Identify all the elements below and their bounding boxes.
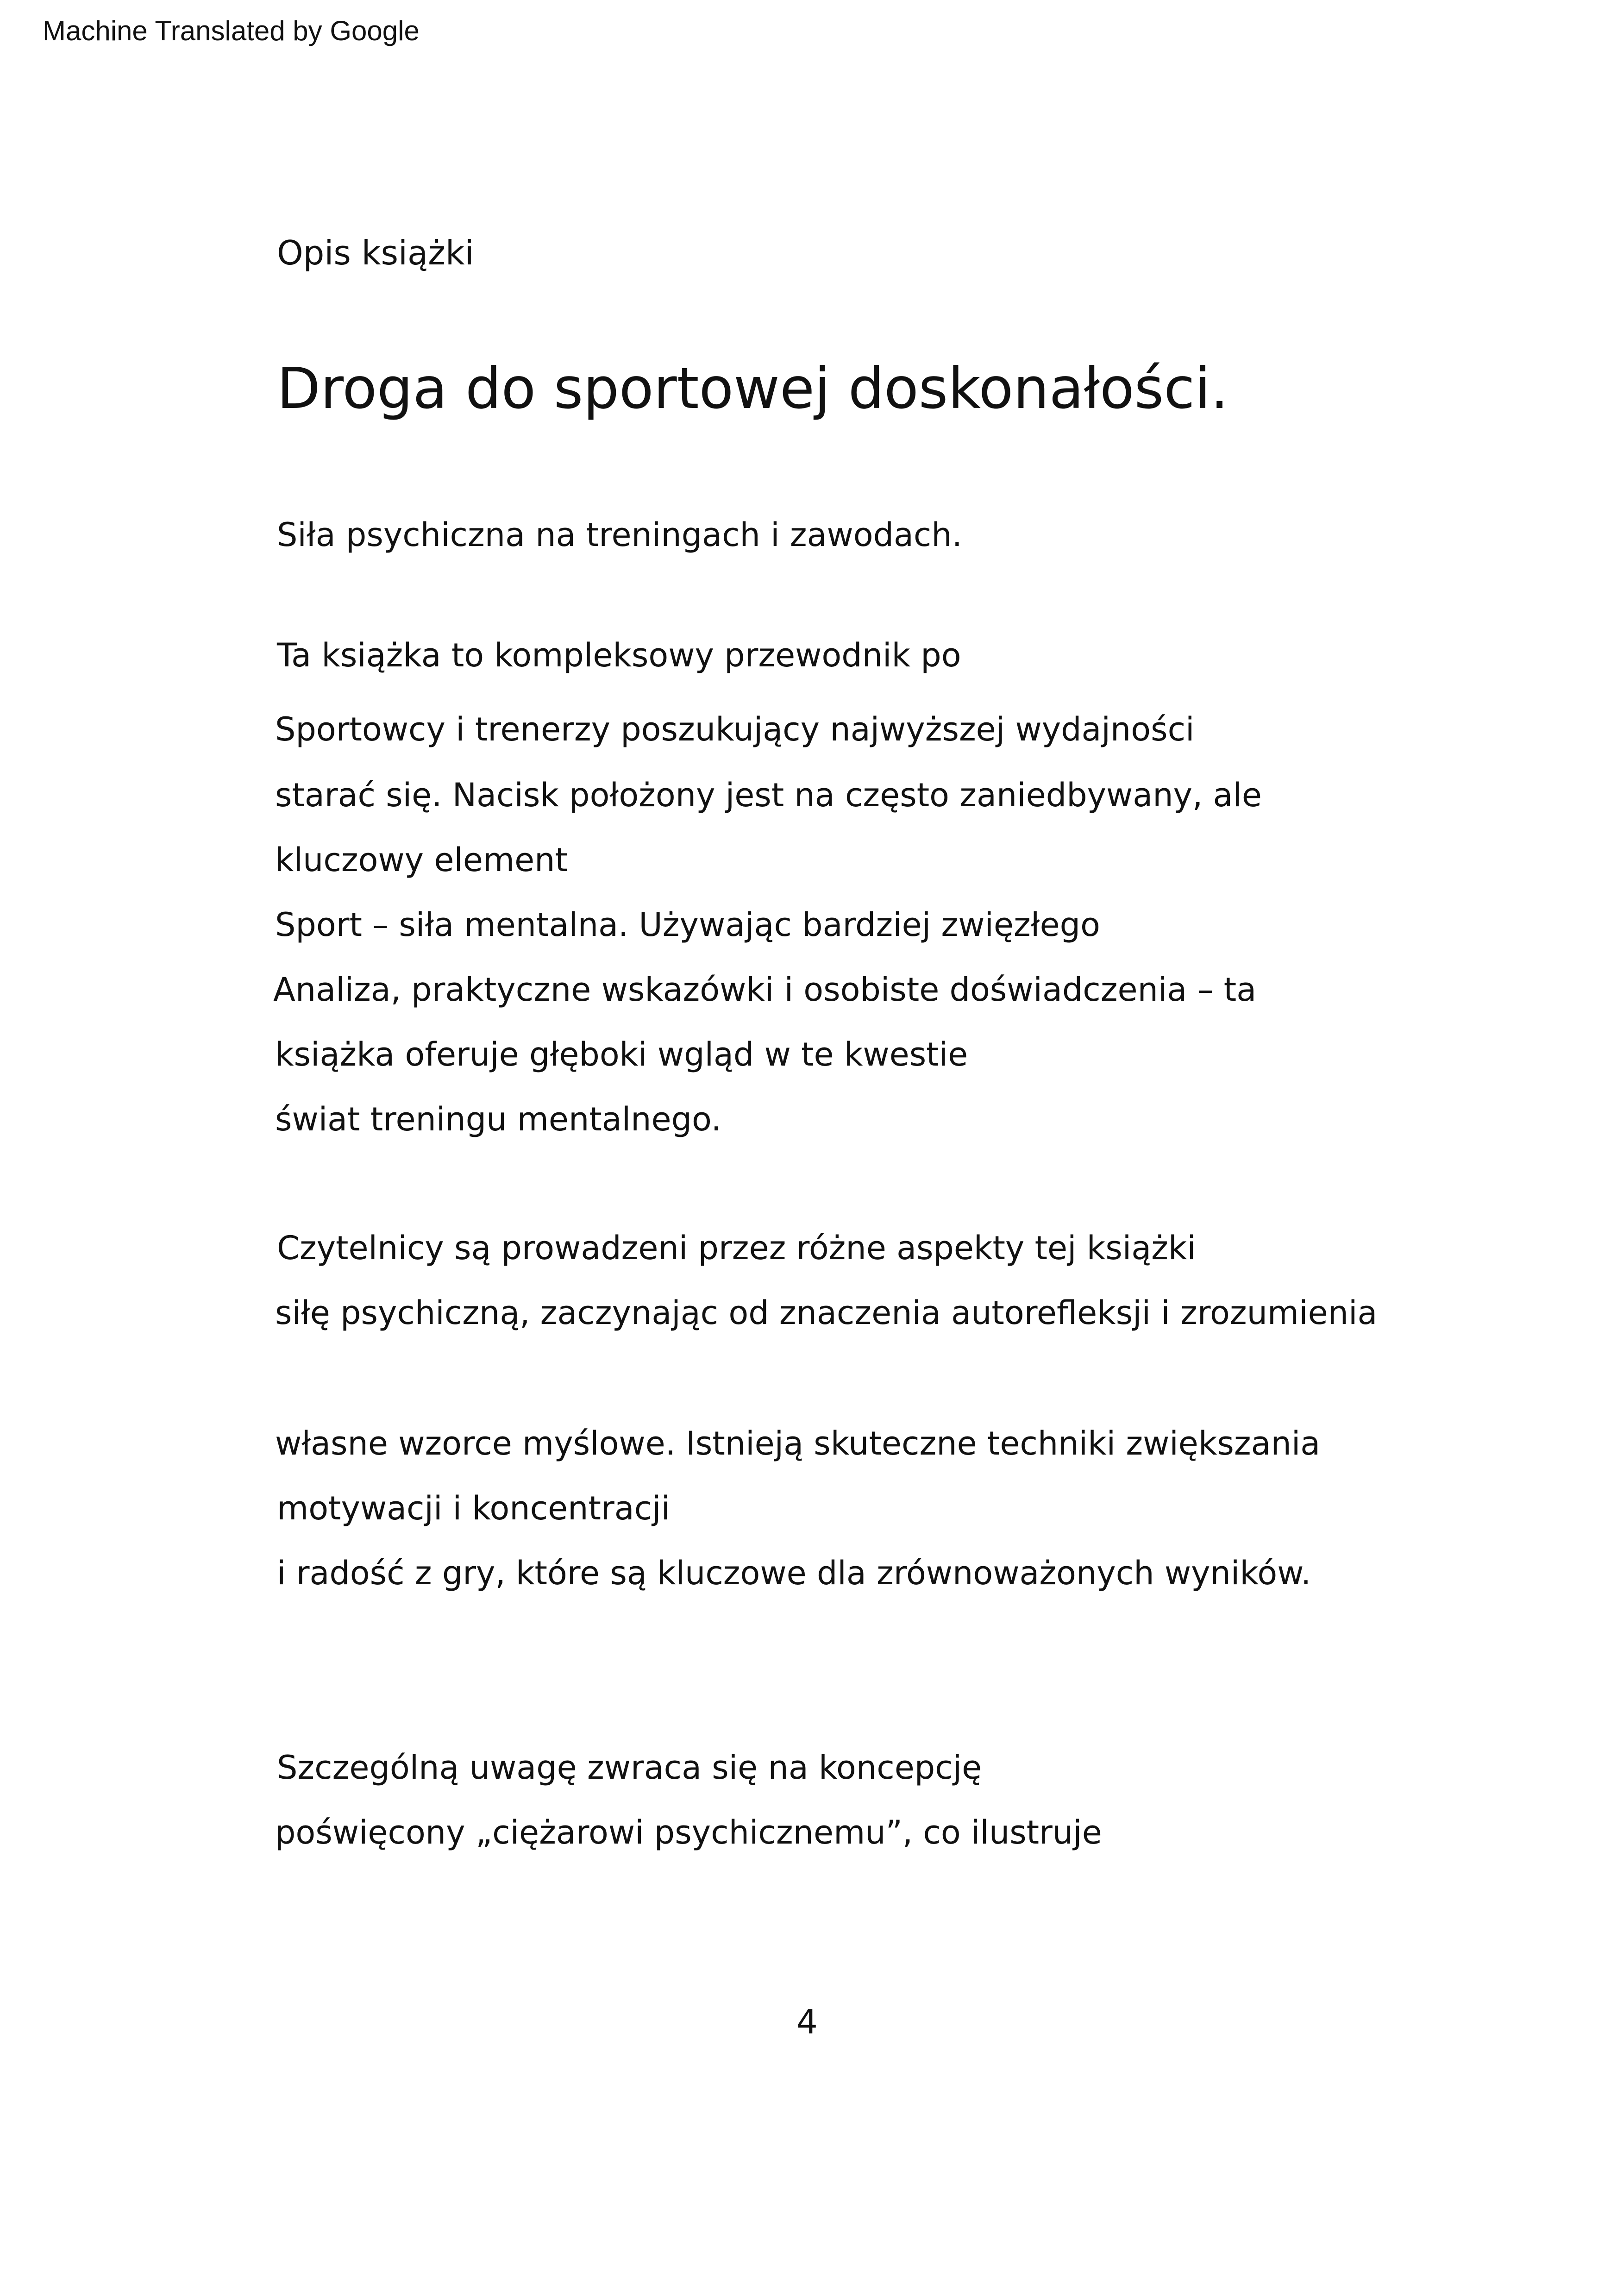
paragraph-4-line-1: Szczególną uwagę zwraca się na koncepcję (277, 1749, 982, 1787)
paragraph-1-line-6: Analiza, praktyczne wskazówki i osobiste doświadczenia – ta (273, 971, 1257, 1009)
paragraph-1-line-1: Ta książka to kompleksowy przewodnik po (277, 636, 961, 674)
paragraph-1-line-7: książka oferuje głęboki wgląd w te kwestie (275, 1035, 968, 1073)
subtitle: Siła psychiczna na treningach i zawodach. (277, 516, 963, 554)
paragraph-3-line-2: motywacji i koncentracji (277, 1489, 671, 1527)
paragraph-1-line-4: kluczowy element (275, 841, 568, 879)
section-label: Opis książki (277, 233, 474, 272)
paragraph-2-line-2: siłę psychiczną, zaczynając od znaczenia autorefleksji i zrozumienia (275, 1294, 1378, 1332)
paragraph-2-line-1: Czytelnicy są prowadzeni przez różne aspekty tej książki (277, 1229, 1196, 1267)
paragraph-4-line-2: poświęcony „ciężarowi psychicznemu”, co ilustruje (275, 1813, 1102, 1851)
paragraph-1-line-5: Sport – siła mentalna. Używając bardziej zwięzłego (275, 906, 1100, 944)
paragraph-3-line-1: własne wzorce myślowe. Istnieją skuteczne techniki zwiększania (275, 1424, 1321, 1462)
paragraph-1-line-2: Sportowcy i trenerzy poszukujący najwyższej wydajności (275, 710, 1195, 748)
paragraph-1-line-3: starać się. Nacisk położony jest na często zaniedbywany, ale (275, 776, 1262, 814)
page-number: 4 (796, 2002, 818, 2041)
paragraph-3-line-3: i radość z gry, które są kluczowe dla zrównoważonych wyników. (277, 1554, 1311, 1592)
machine-translation-banner: Machine Translated by Google (43, 15, 420, 46)
paragraph-1-line-8: świat treningu mentalnego. (275, 1100, 721, 1138)
page-title: Droga do sportowej doskonałości. (277, 356, 1228, 421)
